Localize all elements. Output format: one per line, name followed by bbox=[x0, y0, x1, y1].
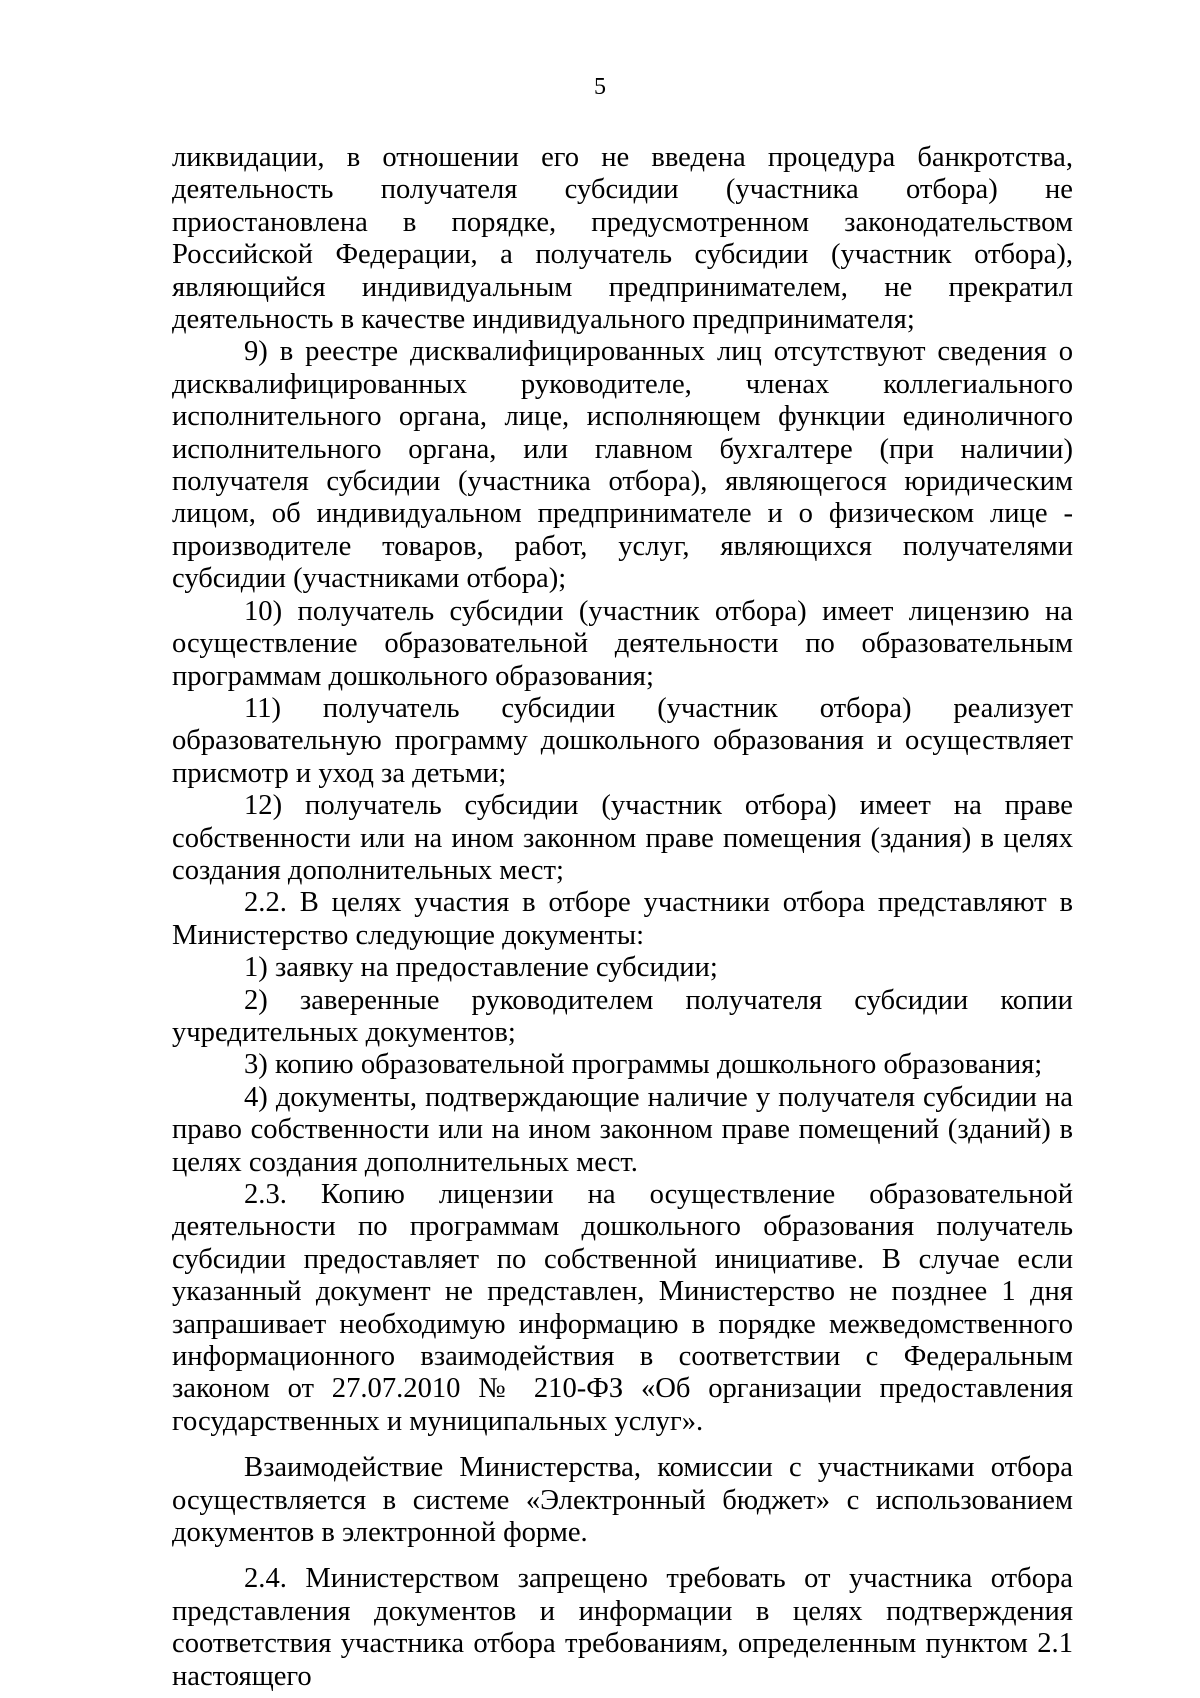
paragraph-doc-2: 2) заверенные руководителем получателя субсидии копии учредительных документов; bbox=[172, 984, 1073, 1048]
paragraph-continuation: ликвидации, в отношении его не введена процедура банкротства, деятельность получателя субсидии (участника отбора) не приостановлена в порядке, предусмотренном законодательством Российской Федерации, а получатель субсидии (участник отбора), являющийся индивидуальным предпринимателем, не прекратил деятельность в качестве индивидуального предпринимателя; bbox=[172, 142, 1073, 336]
paragraph-item-11: 11) получатель субсидии (участник отбора) реализует образовательную программу дошкольного образования и осуществляет присмотр и уход за детьми; bbox=[172, 692, 1073, 789]
paragraph-item-12: 12) получатель субсидии (участник отбора) имеет на праве собственности или на ином законном праве помещения (здания) в целях создания дополнительных мест; bbox=[172, 790, 1073, 886]
paragraph-item-9: 9) в реестре дисквалифицированных лиц отсутствуют сведения о дисквалифицированных руководителе, членах коллегиального исполнительного органа, лице, исполняющем функции единоличного исполнительного органа, или главном бухгалтере (при наличии) получателя субсидии (участника отбора), являющегося юридическим лицом, об индивидуальном предпринимателе и о физическом лице - производителе товаров, работ, услуг, являющихся получателями субсидии (участниками отбора); bbox=[172, 336, 1073, 595]
paragraph-section-2-3: 2.3. Копию лицензии на осуществление образовательной деятельности по программам дошкольного образования получатель субсидии предоставляет по собственной инициативе. В случае если указанный документ не представлен, Министерство не позднее 1 дня запрашивает необходимую информацию в порядке межведомственного информационного взаимодействия в соответствии с Федеральным законом от 27.07.2010 № 210-ФЗ «Об организации предоставления государственных и муниципальных услуг». bbox=[172, 1179, 1073, 1437]
paragraph-doc-1: 1) заявку на предоставление субсидии; bbox=[244, 952, 718, 984]
paragraph-item-10: 10) получатель субсидии (участник отбора) имеет лицензию на осуществление образовательной деятельности по образовательным программам дошкольного образования; bbox=[172, 595, 1073, 692]
paragraph-interaction: Взаимодействие Министерства, комиссии с участниками отбора осуществляется в системе «Электронный бюджет» с использованием документов в электронной форме. bbox=[172, 1452, 1073, 1549]
page-number: 5 bbox=[594, 74, 606, 100]
paragraph-doc-4: 4) документы, подтверждающие наличие у получателя субсидии на право собственности или на ином законном праве помещений (зданий) в целях создания дополнительных мест. bbox=[172, 1081, 1073, 1178]
paragraph-section-2-2: 2.2. В целях участия в отборе участники отбора представляют в Министерство следующие документы: bbox=[172, 887, 1073, 951]
paragraph-doc-3: 3) копию образовательной программы дошкольного образования; bbox=[244, 1049, 1043, 1081]
paragraph-section-2-4: 2.4. Министерством запрещено требовать от участника отбора представления документов и информации в целях подтверждения соответствия участника отбора требованиям, определенным пунктом 2.1 настоящего bbox=[172, 1563, 1073, 1692]
document-body bbox=[172, 142, 1073, 1693]
